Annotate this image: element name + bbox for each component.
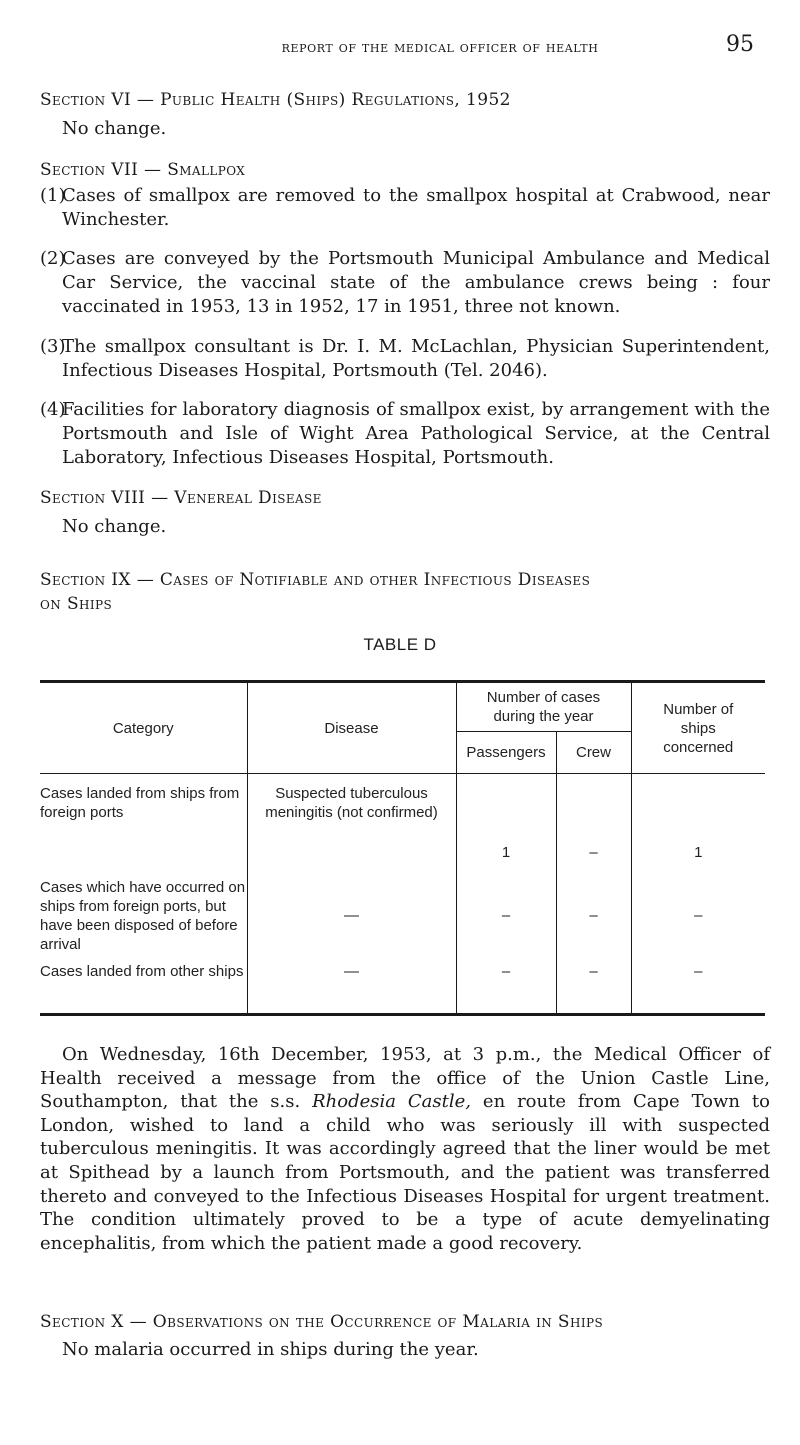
header-crew: Crew	[556, 732, 631, 774]
section-8-heading: Section VIII — Venereal Disease	[40, 488, 322, 508]
section-7-heading: Section VII — Smallpox	[40, 160, 246, 180]
item-text: Facilities for laboratory diagnosis of smallpox exist, by arrangement with the Portsmouth and Isle of Wight Area Pathological Service, at the Central Laboratory, Infectious Diseases Hospital, Portsmouth.	[62, 399, 770, 468]
page-header	[0, 32, 800, 66]
paragraph-text-start: On Wednesday, 16th December, 1953, at 3 p.m., the Medical Officer of Health received a message from the office of the Union Castle Line, Southampton, that the s.s.	[40, 1044, 770, 1113]
header-category: Category	[40, 682, 247, 774]
row-ships: –	[631, 962, 765, 1015]
section-6-heading: Section VI — Public Health (Ships) Regulations, 1952	[40, 90, 511, 110]
row-passengers: 1	[456, 774, 556, 870]
page-number: 95	[726, 32, 754, 57]
row-disease: Suspected tuberculous meningitis (not confirmed)	[247, 774, 456, 870]
row-passengers: –	[456, 870, 556, 962]
row-category: Cases landed from ships from foreign ports	[40, 785, 240, 821]
row-category: Cases which have occurred on ships from foreign ports, but have been disposed of before arrival	[40, 878, 246, 953]
table-d	[40, 680, 765, 1016]
section-8-text: No change.	[62, 516, 167, 537]
row-category: Cases landed from other ships	[40, 962, 244, 980]
row-crew: –	[556, 870, 631, 962]
item-text: Cases are conveyed by the Portsmouth Municipal Ambulance and Medical Car Service, the vaccinal state of the ambulance crews being : four vaccinated in 1953, 13 in 1952, 17 in 1951, three not known.	[62, 248, 770, 317]
row-ships: –	[631, 870, 765, 962]
ship-name: Rhodesia Castle,	[312, 1091, 472, 1113]
section-10-text: No malaria occurred in ships during the year.	[62, 1339, 479, 1360]
row-disease: —	[247, 962, 456, 1015]
row-crew: –	[556, 774, 631, 870]
table-title: TABLE D	[363, 635, 437, 654]
item-text: The smallpox consultant is Dr. I. M. McLachlan, Physician Superintendent, Infectious Diseases Hospital, Portsmouth (Tel. 2046).	[62, 336, 770, 381]
header-cases-group: Number of cases during the year	[456, 682, 631, 732]
row-disease: —	[247, 870, 456, 962]
section-9-heading-line-1: Section IX — Cases of Notifiable and other Infectious Diseases	[40, 570, 591, 590]
paragraph-text-end: en route from Cape Town to London, wished to land a child who was seriously ill with suspected tuberculous meningitis. It was accordingly agreed that the liner would be met at Spithead by a launch from Portsmouth, and the patient was transferred thereto and conveyed to the Infectious Diseases Hospital for urgent treatment. The condition ultimately proved to be a type of acute demyelinating encephalitis, from which the patient made a good recovery.	[40, 1091, 770, 1254]
item-number: (1)	[40, 185, 66, 206]
row-crew: –	[556, 962, 631, 1015]
running-title: report of the medical officer of health	[281, 38, 599, 56]
header-disease: Disease	[247, 682, 456, 774]
row-passengers: –	[456, 962, 556, 1015]
section-10-heading: Section X — Observations on the Occurrence of Malaria in Ships	[40, 1312, 604, 1332]
table-row	[40, 774, 765, 870]
item-number: (2)	[40, 248, 66, 269]
row-ships: 1	[631, 774, 765, 870]
section-9-heading-line-2: on Ships	[40, 594, 113, 614]
incident-paragraph	[40, 1043, 770, 1255]
header-passengers: Passengers	[456, 732, 556, 774]
item-text: Cases of smallpox are removed to the smallpox hospital at Crabwood, near Winchester.	[62, 185, 770, 230]
item-number: (3)	[40, 336, 66, 357]
table-row	[40, 962, 765, 1015]
item-number: (4)	[40, 399, 66, 420]
section-6-text: No change.	[62, 118, 167, 139]
header-ships: Number of ships concerned	[631, 682, 765, 774]
table-row	[40, 870, 765, 962]
